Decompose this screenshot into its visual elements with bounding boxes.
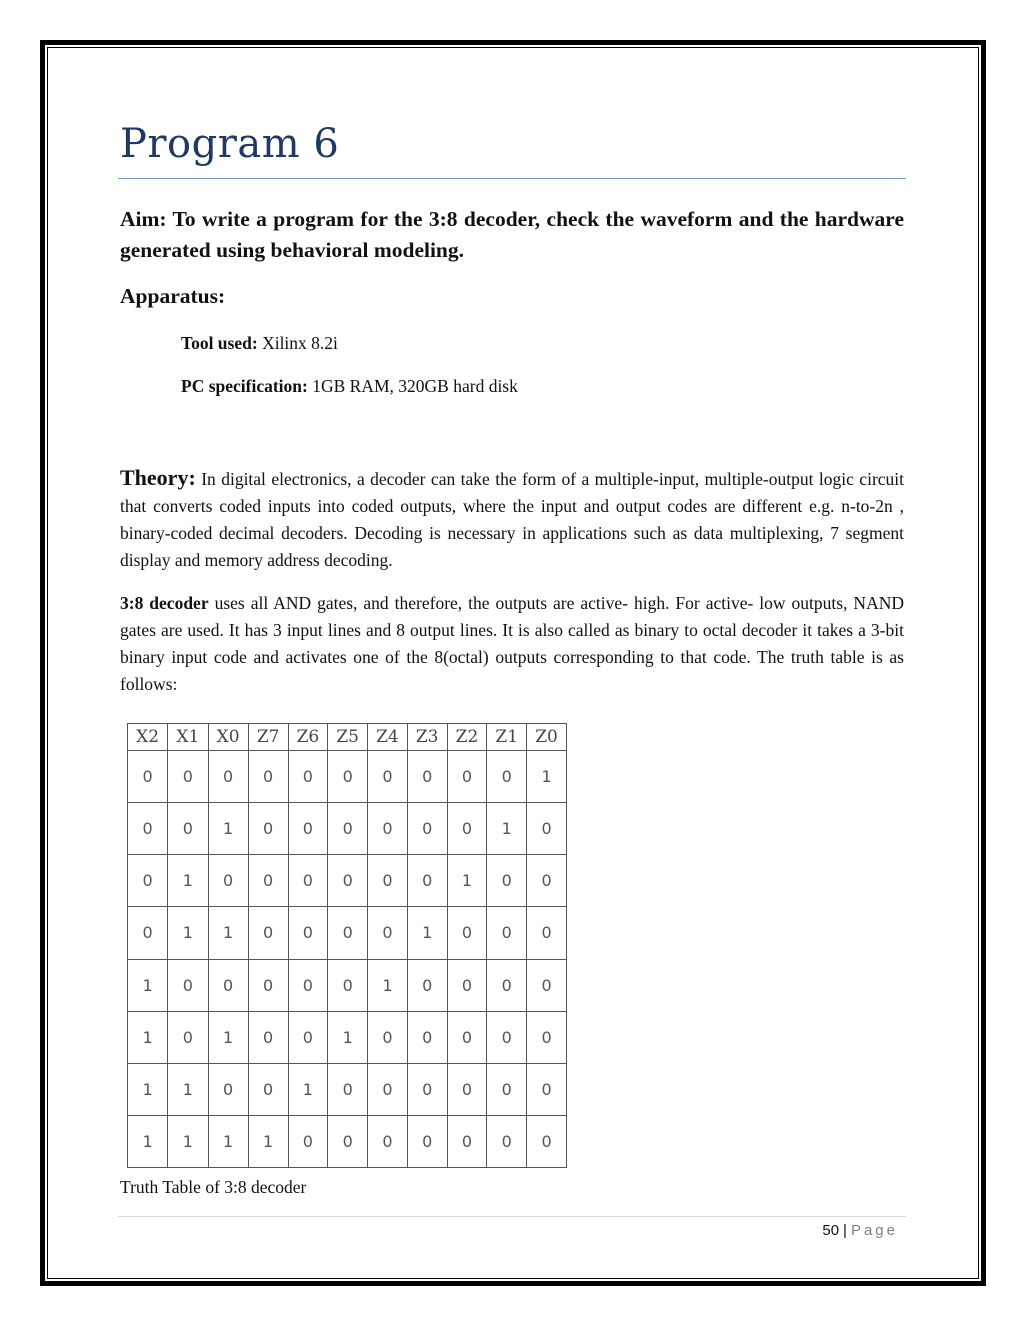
truth-table-cell: 0 [527,803,567,855]
table-row [128,803,567,855]
truth-table-cell: 0 [407,1063,447,1115]
truth-table-cell: 1 [168,855,208,907]
table-row [128,1063,567,1115]
truth-table-header-cell: Z4 [368,724,408,751]
table-row [128,959,567,1011]
table-row [128,855,567,907]
truth-table-cell: 1 [208,803,248,855]
aim-paragraph: Aim: To write a program for the 3:8 decoder, check the waveform and the hardware generated using behavioral modeling. [120,207,904,262]
truth-table-cell: 0 [487,1063,527,1115]
truth-table-cell: 0 [447,751,487,803]
truth-table-cell: 0 [248,907,288,959]
truth-table-cell: 0 [128,803,168,855]
truth-table-cell: 1 [328,1011,368,1063]
truth-table-header-row [128,724,567,751]
truth-table-cell: 0 [368,751,408,803]
truth-table-header-cell: Z0 [527,724,567,751]
truth-table-cell: 0 [168,959,208,1011]
truth-table-cell: 0 [527,855,567,907]
truth-table-cell: 1 [288,1063,328,1115]
truth-table-cell: 1 [208,1115,248,1167]
truth-table-container [127,723,567,1168]
truth-table-cell: 0 [407,1115,447,1167]
truth-table-header-cell: Z7 [248,724,288,751]
theory-heading: Theory: [120,465,196,490]
title-underline [118,178,906,179]
truth-table [127,723,567,1168]
truth-table-cell: 0 [208,751,248,803]
truth-table-cell: 0 [288,1011,328,1063]
truth-table-cell: 1 [487,803,527,855]
truth-table-cell: 1 [168,907,208,959]
truth-table-header-cell: Z3 [407,724,447,751]
page-number: 50 [822,1222,840,1239]
table-row [128,907,567,959]
truth-table-cell: 0 [527,959,567,1011]
truth-table-cell: 0 [328,1063,368,1115]
apparatus-heading: Apparatus: [120,284,226,308]
truth-table-cell: 0 [368,1063,408,1115]
truth-table-cell: 0 [407,1011,447,1063]
truth-table-cell: 0 [328,907,368,959]
truth-table-cell: 0 [527,1063,567,1115]
truth-table-body [128,751,567,1168]
truth-table-cell: 0 [248,855,288,907]
truth-table-cell: 0 [487,959,527,1011]
truth-table-cell: 0 [407,959,447,1011]
truth-table-cell: 0 [248,1011,288,1063]
truth-table-cell: 0 [368,803,408,855]
footer-separator: | [843,1222,847,1239]
truth-table-cell: 0 [168,803,208,855]
truth-table-cell: 1 [128,1115,168,1167]
tool-used-line [181,333,338,354]
truth-table-header-cell: X1 [168,724,208,751]
truth-table-cell: 0 [447,1063,487,1115]
truth-table-cell: 0 [288,959,328,1011]
truth-table-cell: 0 [447,1115,487,1167]
truth-table-cell: 1 [208,907,248,959]
truth-table-cell: 0 [288,855,328,907]
truth-table-cell: 0 [487,907,527,959]
truth-table-header-cell: Z2 [447,724,487,751]
truth-table-cell: 1 [128,1011,168,1063]
truth-table-cell: 0 [288,1115,328,1167]
truth-table-cell: 0 [248,751,288,803]
truth-table-cell: 0 [248,959,288,1011]
truth-table-cell: 1 [168,1115,208,1167]
footer-divider [118,1216,906,1217]
truth-table-cell: 0 [328,803,368,855]
truth-table-header-cell: Z6 [288,724,328,751]
decoder-heading: 3:8 decoder [120,593,209,613]
truth-table-cell: 0 [368,1011,408,1063]
truth-table-cell: 0 [248,1063,288,1115]
truth-table-cell: 0 [208,1063,248,1115]
pc-spec-value: 1GB RAM, 320GB hard disk [312,376,518,396]
decoder-text: uses all AND gates, and therefore, the outputs are active- high. For active- low outputs, NAND gates are used. It has 3 input lines and 8 output lines. It is also called as binary to octal decoder it takes a 3-bit binary input code and activates one of the 8(octal) outputs corresponding to that code. The truth table is as follows: [120,593,904,694]
truth-table-cell: 0 [407,751,447,803]
truth-table-cell: 1 [368,959,408,1011]
truth-table-cell: 1 [407,907,447,959]
truth-table-cell: 0 [168,1011,208,1063]
truth-table-cell: 0 [288,907,328,959]
truth-table-cell: 0 [407,855,447,907]
page-footer [822,1222,898,1239]
truth-table-cell: 1 [128,959,168,1011]
truth-table-cell: 0 [328,1115,368,1167]
truth-table-cell: 0 [447,803,487,855]
truth-table-cell: 0 [487,751,527,803]
truth-table-cell: 0 [128,855,168,907]
truth-table-cell: 0 [208,855,248,907]
truth-table-cell: 0 [208,959,248,1011]
truth-table-cell: 0 [487,1011,527,1063]
pc-spec-line [181,376,518,397]
truth-table-cell: 1 [248,1115,288,1167]
table-caption: Truth Table of 3:8 decoder [120,1177,307,1197]
truth-table-cell: 0 [288,751,328,803]
pc-spec-label: PC specification: [181,376,308,396]
truth-table-cell: 0 [248,803,288,855]
truth-table-cell: 0 [527,1115,567,1167]
truth-table-header-cell: Z5 [328,724,368,751]
page-label: Page [850,1222,898,1239]
truth-table-cell: 0 [368,855,408,907]
truth-table-cell: 0 [328,959,368,1011]
truth-table-cell: 1 [527,751,567,803]
truth-table-cell: 0 [487,1115,527,1167]
truth-table-cell: 0 [527,1011,567,1063]
truth-table-cell: 0 [128,907,168,959]
theory-text: In digital electronics, a decoder can take the form of a multiple-input, multiple-output logic circuit that converts coded inputs into coded outputs, where the input and output codes are different e.g. n-to-2n , binary-coded decimal decoders. Decoding is necessary in applications such as data multiplexing, 7 segment display and memory address decoding. [120,469,905,570]
truth-table-cell: 0 [368,907,408,959]
table-row [128,751,567,803]
theory-paragraph [120,464,904,574]
truth-table-cell: 0 [328,855,368,907]
page-title: Program 6 [120,121,340,167]
tool-used-label: Tool used: [181,333,258,353]
truth-table-header-cell: Z1 [487,724,527,751]
table-row [128,1011,567,1063]
truth-table-cell: 0 [168,751,208,803]
truth-table-cell: 1 [447,855,487,907]
truth-table-cell: 0 [447,1011,487,1063]
truth-table-header-cell: X2 [128,724,168,751]
decoder-paragraph [120,590,904,698]
truth-table-cell: 0 [288,803,328,855]
truth-table-cell: 1 [208,1011,248,1063]
table-row [128,1115,567,1167]
truth-table-cell: 0 [447,907,487,959]
truth-table-cell: 0 [447,959,487,1011]
truth-table-cell: 0 [368,1115,408,1167]
truth-table-cell: 0 [328,751,368,803]
truth-table-cell: 0 [128,751,168,803]
truth-table-cell: 0 [487,855,527,907]
truth-table-header-cell: X0 [208,724,248,751]
truth-table-cell: 0 [527,907,567,959]
truth-table-cell: 1 [128,1063,168,1115]
truth-table-cell: 1 [168,1063,208,1115]
truth-table-cell: 0 [407,803,447,855]
tool-used-value: Xilinx 8.2i [262,333,338,353]
